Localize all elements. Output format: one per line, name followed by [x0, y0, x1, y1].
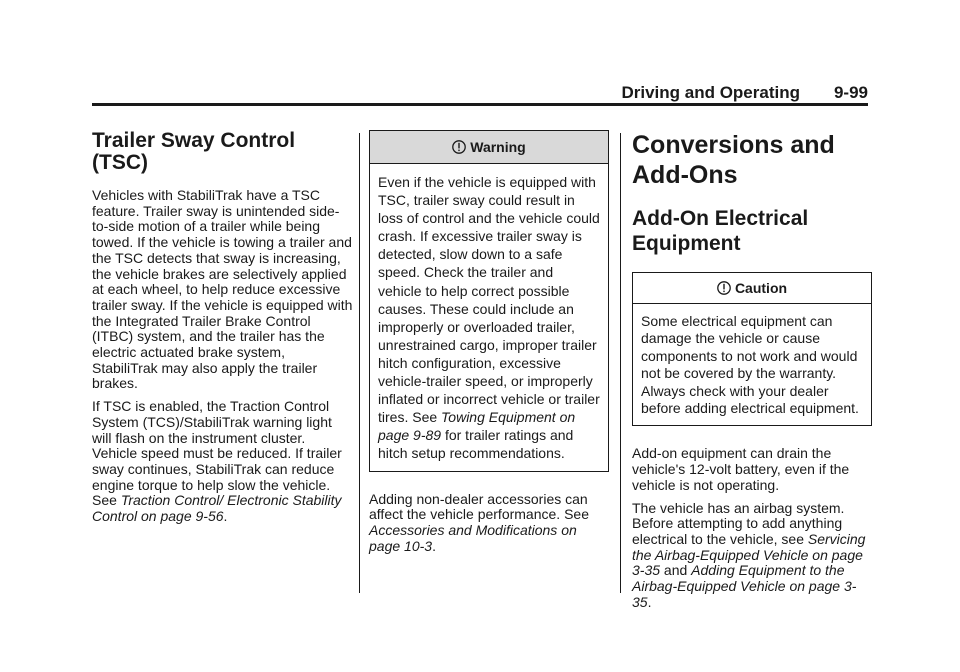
cross-reference[interactable]: Towing Equipment on page 9-89	[378, 409, 576, 444]
paragraph: Add-on equipment can drain the vehicle's 12-volt battery, even if the vehicle is not operating.	[632, 445, 850, 493]
paragraph-text: Adding non-dealer accessories can affect the vehicle performance. See	[369, 490, 589, 523]
warning-icon	[452, 140, 466, 154]
cross-reference[interactable]: Accessories and Modifications on page 10-3	[369, 521, 577, 554]
cross-reference[interactable]: Adding Equipment to the Airbag-Equipped Vehicle on page 3-35	[632, 562, 857, 610]
paragraph-text: and	[660, 562, 692, 579]
warning-body	[370, 164, 608, 471]
warning-label: Warning	[470, 139, 526, 155]
heading-conversions-and-add-ons: Conversions and Add-Ons	[632, 131, 835, 189]
warning-header	[370, 131, 608, 164]
section-title: Driving and Operating	[621, 83, 800, 102]
caution-icon	[717, 281, 731, 295]
page-number: 9-99	[833, 83, 868, 102]
column-1	[92, 130, 354, 532]
paragraph-text: .	[432, 537, 436, 554]
paragraph-text: .	[647, 593, 652, 610]
heading-trailer-sway-control: Trailer Sway Control (TSC)	[92, 129, 296, 174]
caution-body: Some electrical equipment can damage the vehicle or cause components to not work and would not be covered by the warranty. Always check with your dealer before adding electrical equipment.	[641, 313, 859, 417]
paragraph: Vehicles with StabiliTrak have a TSC feature. Trailer sway is unintended side-to-side motion of a trailer while being towed. If the vehicle is towing a trailer and the TSC detects that sway is increasing, the vehicle brakes are selectively applied at each wheel, to help reduce excessive trailer sway. If the vehicle is equipped with the Integrated Trailer Brake Control (ITBC) system, and the trailer has the electric actuated brake system, StabiliTrak may also apply the trailer brakes.	[92, 187, 353, 392]
cross-reference[interactable]: Servicing the Airbag-Equipped Vehicle on page 3-35	[632, 530, 866, 579]
column-divider	[359, 133, 360, 593]
warning-text: Even if the vehicle is equipped with TSC, trailer sway could result in loss of control and the vehicle could crash. If excessive trailer sway is detected, slow down to a safe speed. Check the trailer and vehicle to help correct possible causes. These could include an improperly or overloaded trailer, unrestrained cargo, improper trailer hitch configuration, excessive vehicle-trailer speed, or improperly inflated or incorrect vehicle or trailer tires. See	[378, 174, 600, 426]
paragraph	[632, 501, 872, 611]
caution-label: Caution	[734, 280, 788, 296]
paragraph-text: .	[223, 508, 228, 525]
paragraph-text: The vehicle has an airbag system. Before attempting to add anything electrical to the vehicle, see	[632, 499, 845, 547]
heading-add-on-electrical-equipment: Add-On Electrical Equipment	[632, 207, 809, 255]
paragraph	[92, 399, 354, 525]
column-3	[632, 130, 872, 617]
warning-box	[369, 130, 609, 472]
page-header	[92, 80, 868, 102]
caution-box	[632, 272, 872, 426]
column-2	[369, 130, 609, 561]
column-divider	[620, 133, 621, 593]
warning-text: for trailer ratings and hitch setup recommendations.	[378, 427, 574, 462]
caution-header	[633, 273, 871, 303]
paragraph-text: If TSC is enabled, the Traction Control System (TCS)/StabiliTrak warning light will flash on the instrument cluster. Vehicle speed must be reduced. If trailer sway continues, StabiliTrak can reduce engine torque to help slow the vehicle. See	[92, 398, 342, 509]
cross-reference[interactable]: Traction Control/ Electronic Stability Control on page 9-56	[92, 492, 342, 525]
header-rule	[92, 103, 868, 106]
paragraph	[369, 492, 609, 555]
